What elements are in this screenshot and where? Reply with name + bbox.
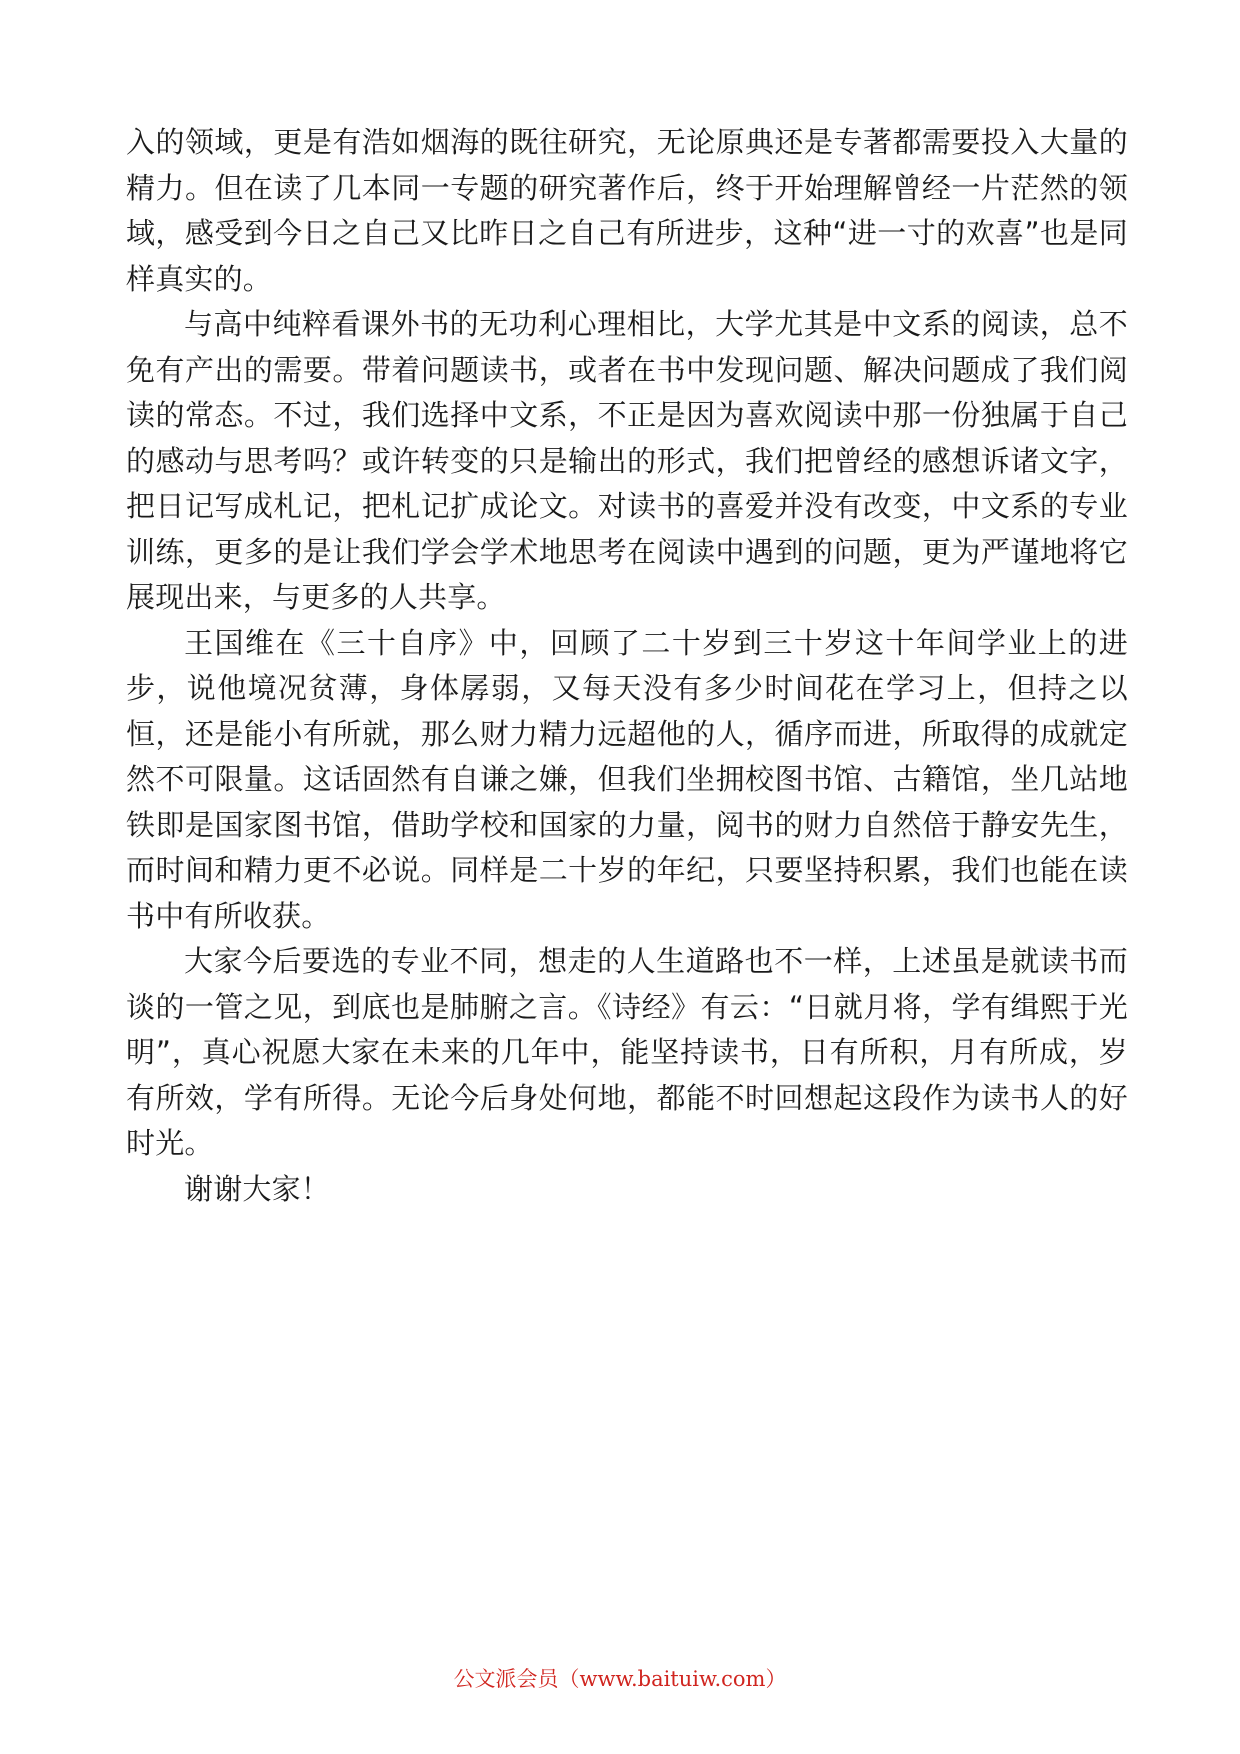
footer-watermark: 公文派会员（www.baituiw.com）: [453, 1667, 787, 1691]
paragraph-thanks: 谢谢大家！: [184, 1171, 331, 1206]
paragraph-wang-guowei: 王国维在《三十自序》中，回顾了二十岁到三十岁这十年间学业上的进步，说他境况贫薄，身体孱弱，又每天没有多少时间花在学习上，但持之以恒，还是能小有所就，那么财力精力远超他的人，循序而进，所取得的成就定然不可限量。这话固然有自谦之嫌，但我们坐拥校图书馆、古籍馆，坐几站地铁即是国家图书馆，借助学校和国家的力量，阅书的财力自然倍于静安先生，而时间和精力更不必说。同样是二十岁的年纪，只要坚持积累，我们也能在读书中有所收获。: [126, 625, 1128, 933]
paragraph-closing-wishes: 大家今后要选的专业不同，想走的人生道路也不一样，上述虽是就读书而谈的一管之见，到底也是肺腑之言。《诗经》有云：“日就月将，学有缉熙于光明”，真心祝愿大家在未来的几年中，能坚持读书，日有所积，月有所成，岁有所效，学有所得。无论今后身处何地，都能不时回想起这段作为读书人的好时光。: [126, 944, 1128, 1160]
document-body: [126, 120, 1128, 1212]
paragraph-continued: 入的领域，更是有浩如烟海的既往研究，无论原典还是专著都需要投入大量的精力。但在读了几本同一专题的研究著作后，终于开始理解曾经一片茫然的领域，感受到今日之自己又比昨日之自己有所进步，这种“进一寸的欢喜”也是同样真实的。: [126, 125, 1128, 296]
paragraph-reading-output: 与高中纯粹看课外书的无功利心理相比，大学尤其是中文系的阅读，总不免有产出的需要。带着问题读书，或者在书中发现问题、解决问题成了我们阅读的常态。不过，我们选择中文系，不正是因为喜欢阅读中那一份独属于自己的感动与思考吗？或许转变的只是输出的形式，我们把曾经的感想诉诸文字，把日记写成札记，把札记扩成论文。对读书的喜爱并没有改变，中文系的专业训练，更多的是让我们学会学术地思考在阅读中遇到的问题，更为严谨地将它展现出来，与更多的人共享。: [126, 307, 1128, 614]
